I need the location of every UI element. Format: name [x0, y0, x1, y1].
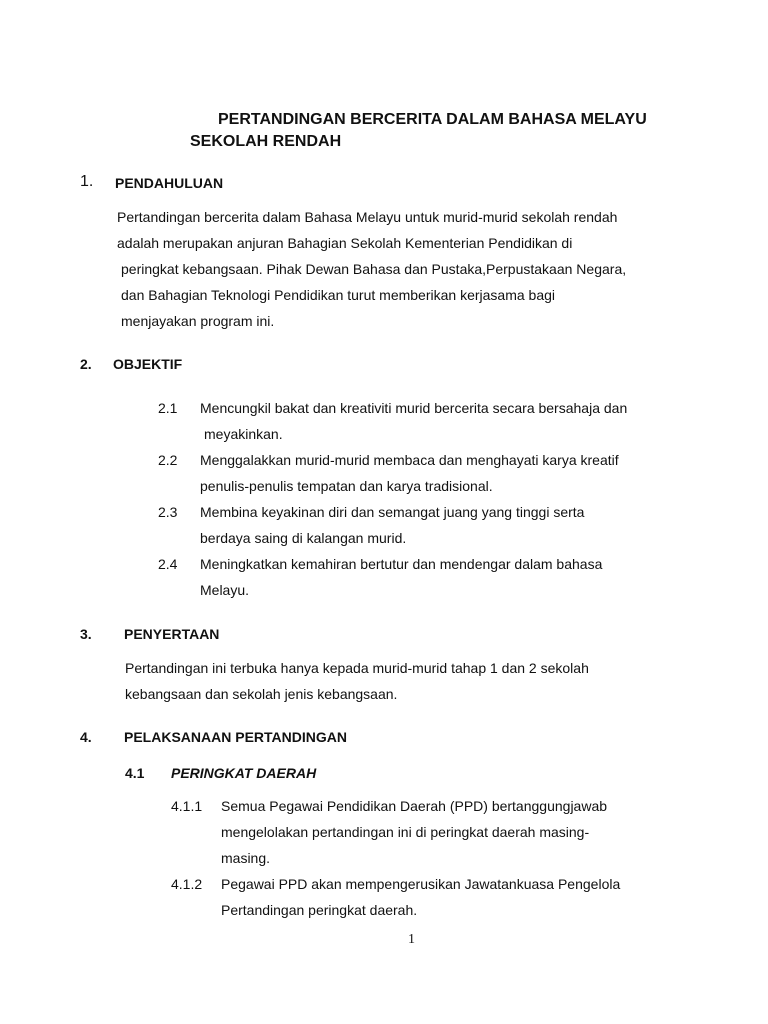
section-1-line: Pertandingan bercerita dalam Bahasa Melayu untuk murid-murid sekolah rendah [117, 209, 618, 225]
document-title-line1: PERTANDINGAN BERCERITA DALAM BAHASA MELAYU [218, 111, 647, 128]
clause-text: Pertandingan peringkat daerah. [221, 902, 418, 918]
clause-text: masing. [221, 850, 271, 866]
objective-text: Meningkatkan kemahiran bertutur dan mendengar dalam bahasa [200, 556, 603, 572]
section-3-line: Pertandingan ini terbuka hanya kepada murid-murid tahap 1 dan 2 sekolah [125, 660, 589, 676]
objective-number: 2.2 [158, 452, 178, 468]
subsection-4-1-number: 4.1 [125, 765, 145, 781]
section-2-heading: OBJEKTIF [113, 356, 183, 372]
clause-number: 4.1.1 [171, 798, 203, 814]
objective-number: 2.1 [158, 400, 178, 416]
section-3-heading: PENYERTAAN [124, 626, 220, 642]
objective-text: Membina keyakinan diri dan semangat juang yang tinggi serta [200, 504, 585, 520]
clause-number: 4.1.2 [171, 876, 203, 892]
section-1-line: menjayakan program ini. [121, 313, 275, 329]
objective-text: berdaya saing di kalangan murid. [200, 530, 407, 546]
objective-text: Melayu. [200, 582, 250, 598]
section-1-line: peringkat kebangsaan. Pihak Dewan Bahasa dan Pustaka,Perpustakaan Negara, [121, 261, 627, 277]
objective-text: penulis-penulis tempatan dan karya tradisional. [200, 478, 493, 494]
section-2-number: 2. [80, 356, 92, 372]
section-1-heading: PENDAHULUAN [115, 175, 224, 191]
objective-text: Menggalakkan murid-murid membaca dan menghayati karya kreatif [200, 452, 619, 468]
document-title-line2: SEKOLAH RENDAH [190, 133, 342, 150]
objective-number: 2.3 [158, 504, 178, 520]
section-4-number: 4. [80, 729, 92, 745]
objective-text: Mencungkil bakat dan kreativiti murid bercerita secara bersahaja dan [200, 400, 628, 416]
clause-text: mengelolakan pertandingan ini di peringkat daerah masing- [221, 824, 590, 840]
clause-text: Pegawai PPD akan mempengerusikan Jawatankuasa Pengelola [221, 876, 621, 892]
section-3-number: 3. [80, 626, 92, 642]
subsection-4-1-heading: PERINGKAT DAERAH [171, 765, 317, 781]
objective-text: meyakinkan. [204, 426, 283, 442]
objective-number: 2.4 [158, 556, 178, 572]
page-number: 1 [408, 932, 415, 947]
section-1-number: 1. [80, 173, 94, 190]
section-1-line: adalah merupakan anjuran Bahagian Sekolah Kementerian Pendidikan di [117, 235, 573, 251]
section-3-line: kebangsaan dan sekolah jenis kebangsaan. [125, 686, 398, 702]
section-4-heading: PELAKSANAAN PERTANDINGAN [124, 729, 347, 745]
clause-text: Semua Pegawai Pendidikan Daerah (PPD) bertanggungjawab [221, 798, 608, 814]
section-1-line: dan Bahagian Teknologi Pendidikan turut memberikan kerjasama bagi [121, 287, 556, 303]
